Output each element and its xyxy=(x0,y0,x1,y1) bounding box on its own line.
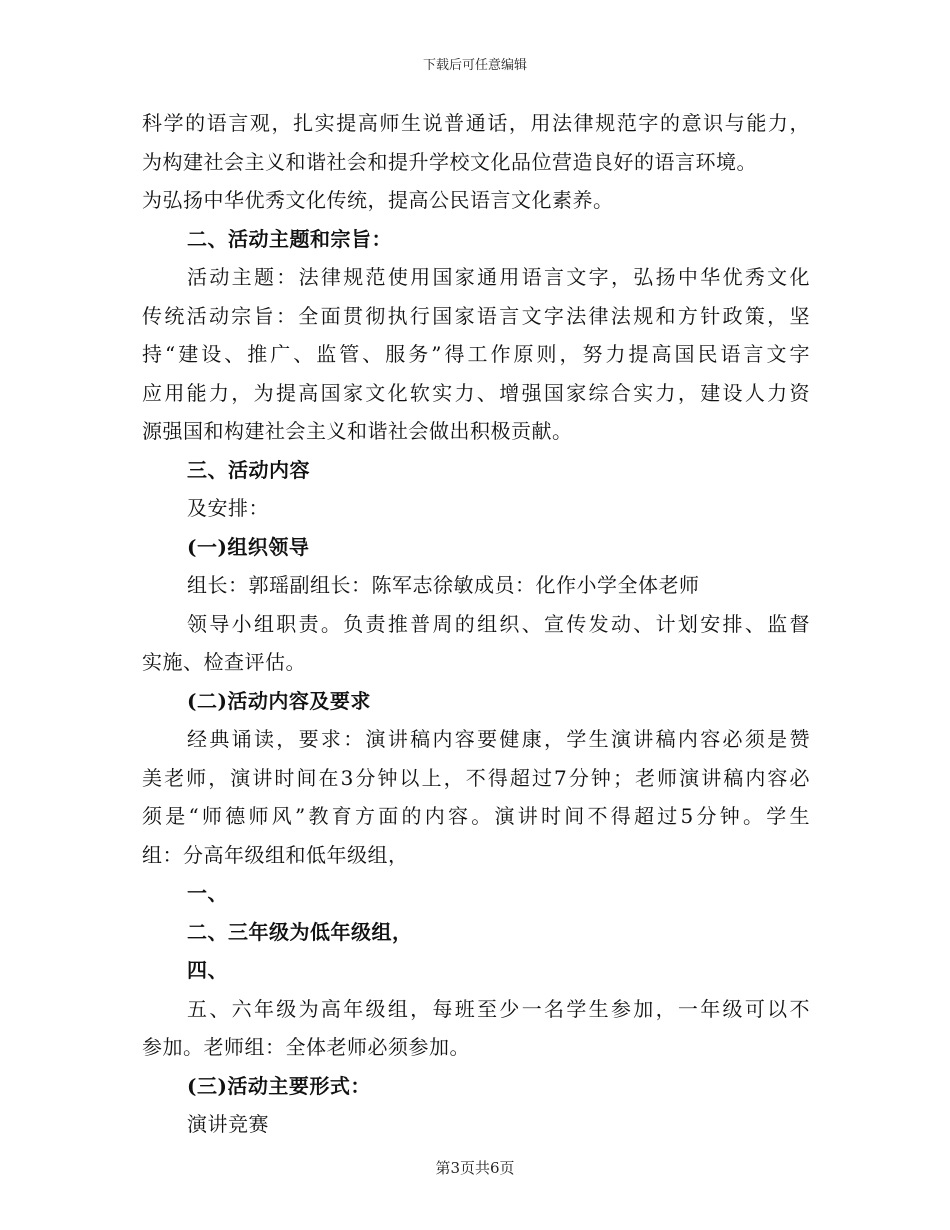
section-heading: 一、 xyxy=(187,881,228,905)
paragraph-line: 源强国和构建社会主义和谐社会做出积极贡献。 xyxy=(142,419,573,443)
paragraph-line: 组长：郭瑶副组长：陈军志徐敏成员：化作小学全体老师 xyxy=(187,573,700,597)
paragraph-line: 实施、检查评估。 xyxy=(142,650,306,674)
paragraph-line: 为构建社会主义和谐社会和提升学校文化品位营造良好的语言环境。 xyxy=(142,149,757,174)
paragraph-line: 及安排： xyxy=(187,496,269,520)
section-heading: (一)组织领导 xyxy=(187,534,310,559)
paragraph-line: 领导小组职责。负责推普周的组织、宣传发动、计划安排、监督 xyxy=(187,611,810,636)
section-heading: 二、活动主题和宗旨： xyxy=(187,226,392,251)
paragraph-line: 美老师，演讲时间在3分钟以上，不得超过7分钟；老师演讲稿内容必 xyxy=(142,765,810,790)
paragraph-line: 组：分高年级组和低年级组， xyxy=(142,842,409,867)
paragraph-line: 演讲竞赛 xyxy=(187,1112,269,1136)
section-heading: (三)活动主要形式： xyxy=(187,1073,371,1098)
section-heading: 二、三年级为低年级组， xyxy=(187,919,413,944)
paragraph-line: 应用能力，为提高国家文化软实力、增强国家综合实力，建设人力资 xyxy=(142,380,810,405)
page-header-note: 下载后可任意编辑 xyxy=(422,58,527,73)
paragraph-line: 须是“师德师风”教育方面的内容。演讲时间不得超过5分钟。学生 xyxy=(142,804,810,828)
paragraph-line: 传统活动宗旨：全面贯彻执行国家语言文字法律法规和方针政策，坚 xyxy=(142,303,810,328)
section-heading: 四、 xyxy=(187,958,228,982)
section-heading: (二)活动内容及要求 xyxy=(187,688,371,713)
paragraph-line: 经典诵读，要求：演讲稿内容要健康，学生演讲稿内容必须是赞 xyxy=(187,727,810,751)
document-body xyxy=(142,104,810,1144)
paragraph-line: 参加。老师组：全体老师必须参加。 xyxy=(142,1035,470,1059)
section-heading: 三、活动内容 xyxy=(187,457,310,482)
paragraph-line: 五、六年级为高年级组，每班至少一名学生参加，一年级可以不 xyxy=(187,996,810,1021)
paragraph-line: 持“建设、推广、监管、服务”得工作原则，努力提高国民语言文字 xyxy=(142,342,810,366)
paragraph-line: 科学的语言观，扎实提高师生说普通话，用法律规范字的意识与能力， xyxy=(142,111,810,135)
paragraph-line: 为弘扬中华优秀文化传统，提高公民语言文化素养。 xyxy=(142,188,614,212)
page-footer-number: 第3页共6页 xyxy=(435,1159,515,1177)
paragraph-line: 活动主题：法律规范使用国家通用语言文字，弘扬中华优秀文化 xyxy=(187,265,810,289)
